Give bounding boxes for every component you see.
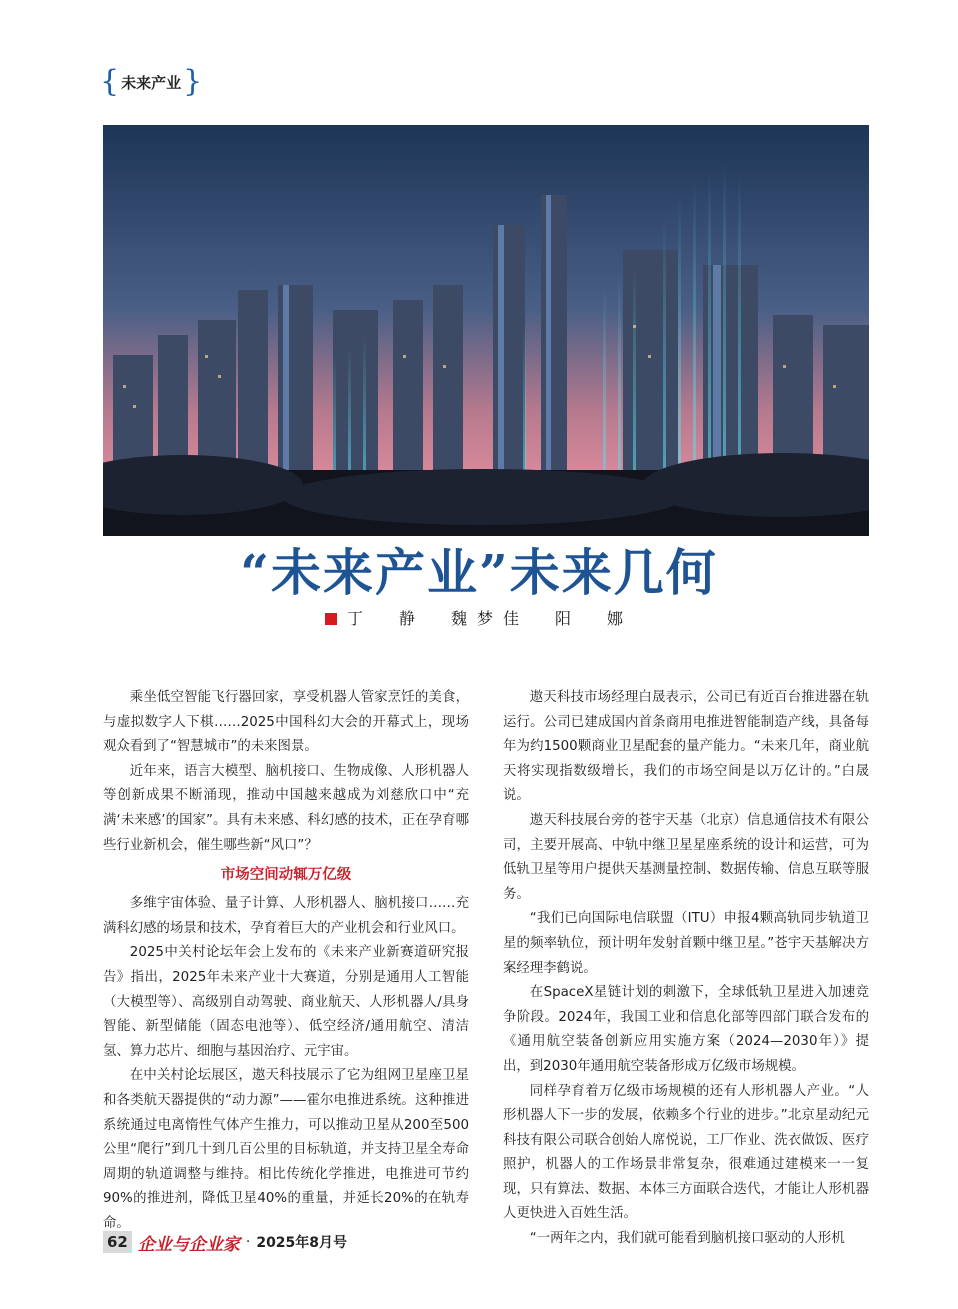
section-tag — [100, 66, 202, 98]
right-column — [503, 686, 869, 1252]
paragraph: 同样孕育着万亿级市场规模的还有人形机器人产业。“人形机器人下一步的发展，依赖多个行业的进步。”北京星动纪元科技有限公司联合创始人席悦说，工厂作业、洗衣做饭、医疗照护，机器人的工作场景非常复杂，很难通过建模来一一复现，只有算法、数据、本体三方面联合迭代，才能让人形机器人更快进入百姓生活。 — [503, 1083, 869, 1222]
paragraph: “我们已向国际电信联盟（ITU）申报4颗高轨同步轨道卫星的频率轨位，预计明年发射首颗中继卫星。”苍宇天基解决方案经理李鹤说。 — [503, 911, 869, 976]
page-footer — [103, 1228, 347, 1256]
footer-separator: · — [245, 1234, 251, 1250]
paragraph: “一两年之内，我们就可能看到脑机接口驱动的人形机 — [529, 1231, 845, 1247]
paragraph: 在中关村论坛展区，遨天科技展示了它为组网卫星座卫星和各类航天器提供的“动力源”——霍尔电推进系统。这种推进系统通过电离惰性气体产生推力，可以推动卫星从200至500公里“爬行”到几十到几百公里的目标轨道，并支持卫星全寿命周期的轨道调整与维持。相比传统化学推进，电推进可节约90%的推进剂，降低卫星40%的重量，并延长20%的在轨寿命。 — [103, 1068, 469, 1231]
left-column — [103, 686, 469, 1236]
paragraph: 近年来，语言大模型、脑机接口、生物成像、人形机器人等创新成果不断涌现，推动中国越来越成为刘慈欣口中“充满‘未来感’的国家”。具有未来感、科幻感的技术，正在孕育哪些行业新机会，催生哪些新“风口”？ — [103, 763, 469, 853]
byline — [0, 606, 958, 629]
author-names: 丁 静 魏梦佳 阳 娜 — [346, 609, 633, 628]
paragraph: 在SpaceX星链计划的刺激下，全球低轨卫星进入加速竞争阶段。2024年，我国工业和信息化部等四部门联合发布的《通用航空装备创新应用实施方案（2024—2030年）》提出，到2030年通用航空装备形成万亿级市场规模。 — [503, 985, 869, 1074]
paragraph: 乘坐低空智能飞行器回家，享受机器人管家烹饪的美食，与虚拟数字人下棋……2025中国科幻大会的开幕式上，现场观众看到了“智慧城市”的未来图景。 — [103, 690, 469, 755]
section-heading: 市场空间动辄万亿级 — [220, 867, 352, 884]
hero-image-city-skyline — [103, 125, 869, 536]
section-label: 未来产业 — [121, 73, 182, 92]
article-title: “未来产业”未来几何 — [240, 543, 718, 602]
skyline-illustration — [103, 125, 869, 536]
right-bracket: } — [183, 64, 203, 99]
red-square-icon — [325, 613, 337, 625]
magazine-name: 企业与企业家 — [137, 1234, 240, 1255]
paragraph: 遨天科技展台旁的苍宇天基（北京）信息通信技术有限公司，主要开展高、中轨中继卫星星座系统的设计和运营，可为低轨卫星等用户提供天基测量控制、数据传输、信息互联等服务。 — [503, 812, 869, 902]
left-bracket: { — [100, 64, 120, 99]
paragraph: 多维宇宙体验、量子计算、人形机器人、脑机接口……充满科幻感的场景和技术，孕育着巨大的产业机会和行业风口。 — [103, 896, 469, 936]
page-number: 62 — [103, 1231, 132, 1253]
paragraph: 2025中关村论坛年会上发布的《未来产业新赛道研究报告》指出，2025年未来产业十大赛道，分别是通用人工智能（大模型等）、高级别自动驾驶、商业航天、人形机器人/具身智能、新型储能（固态电池等）、低空经济/通用航空、清洁氢、算力芯片、细胞与基因治疗、元宇宙。 — [103, 945, 469, 1059]
paragraph: 遨天科技市场经理白晟表示，公司已有近百台推进器在轨运行。公司已建成国内首条商用电推进智能制造产线，具备每年为约1500颗商业卫星配套的量产能力。“未来几年，商业航天将实现指数级增长，我们的市场空间是以万亿计的。”白晟说。 — [503, 690, 869, 804]
issue-date: 2025年8月号 — [256, 1235, 348, 1251]
